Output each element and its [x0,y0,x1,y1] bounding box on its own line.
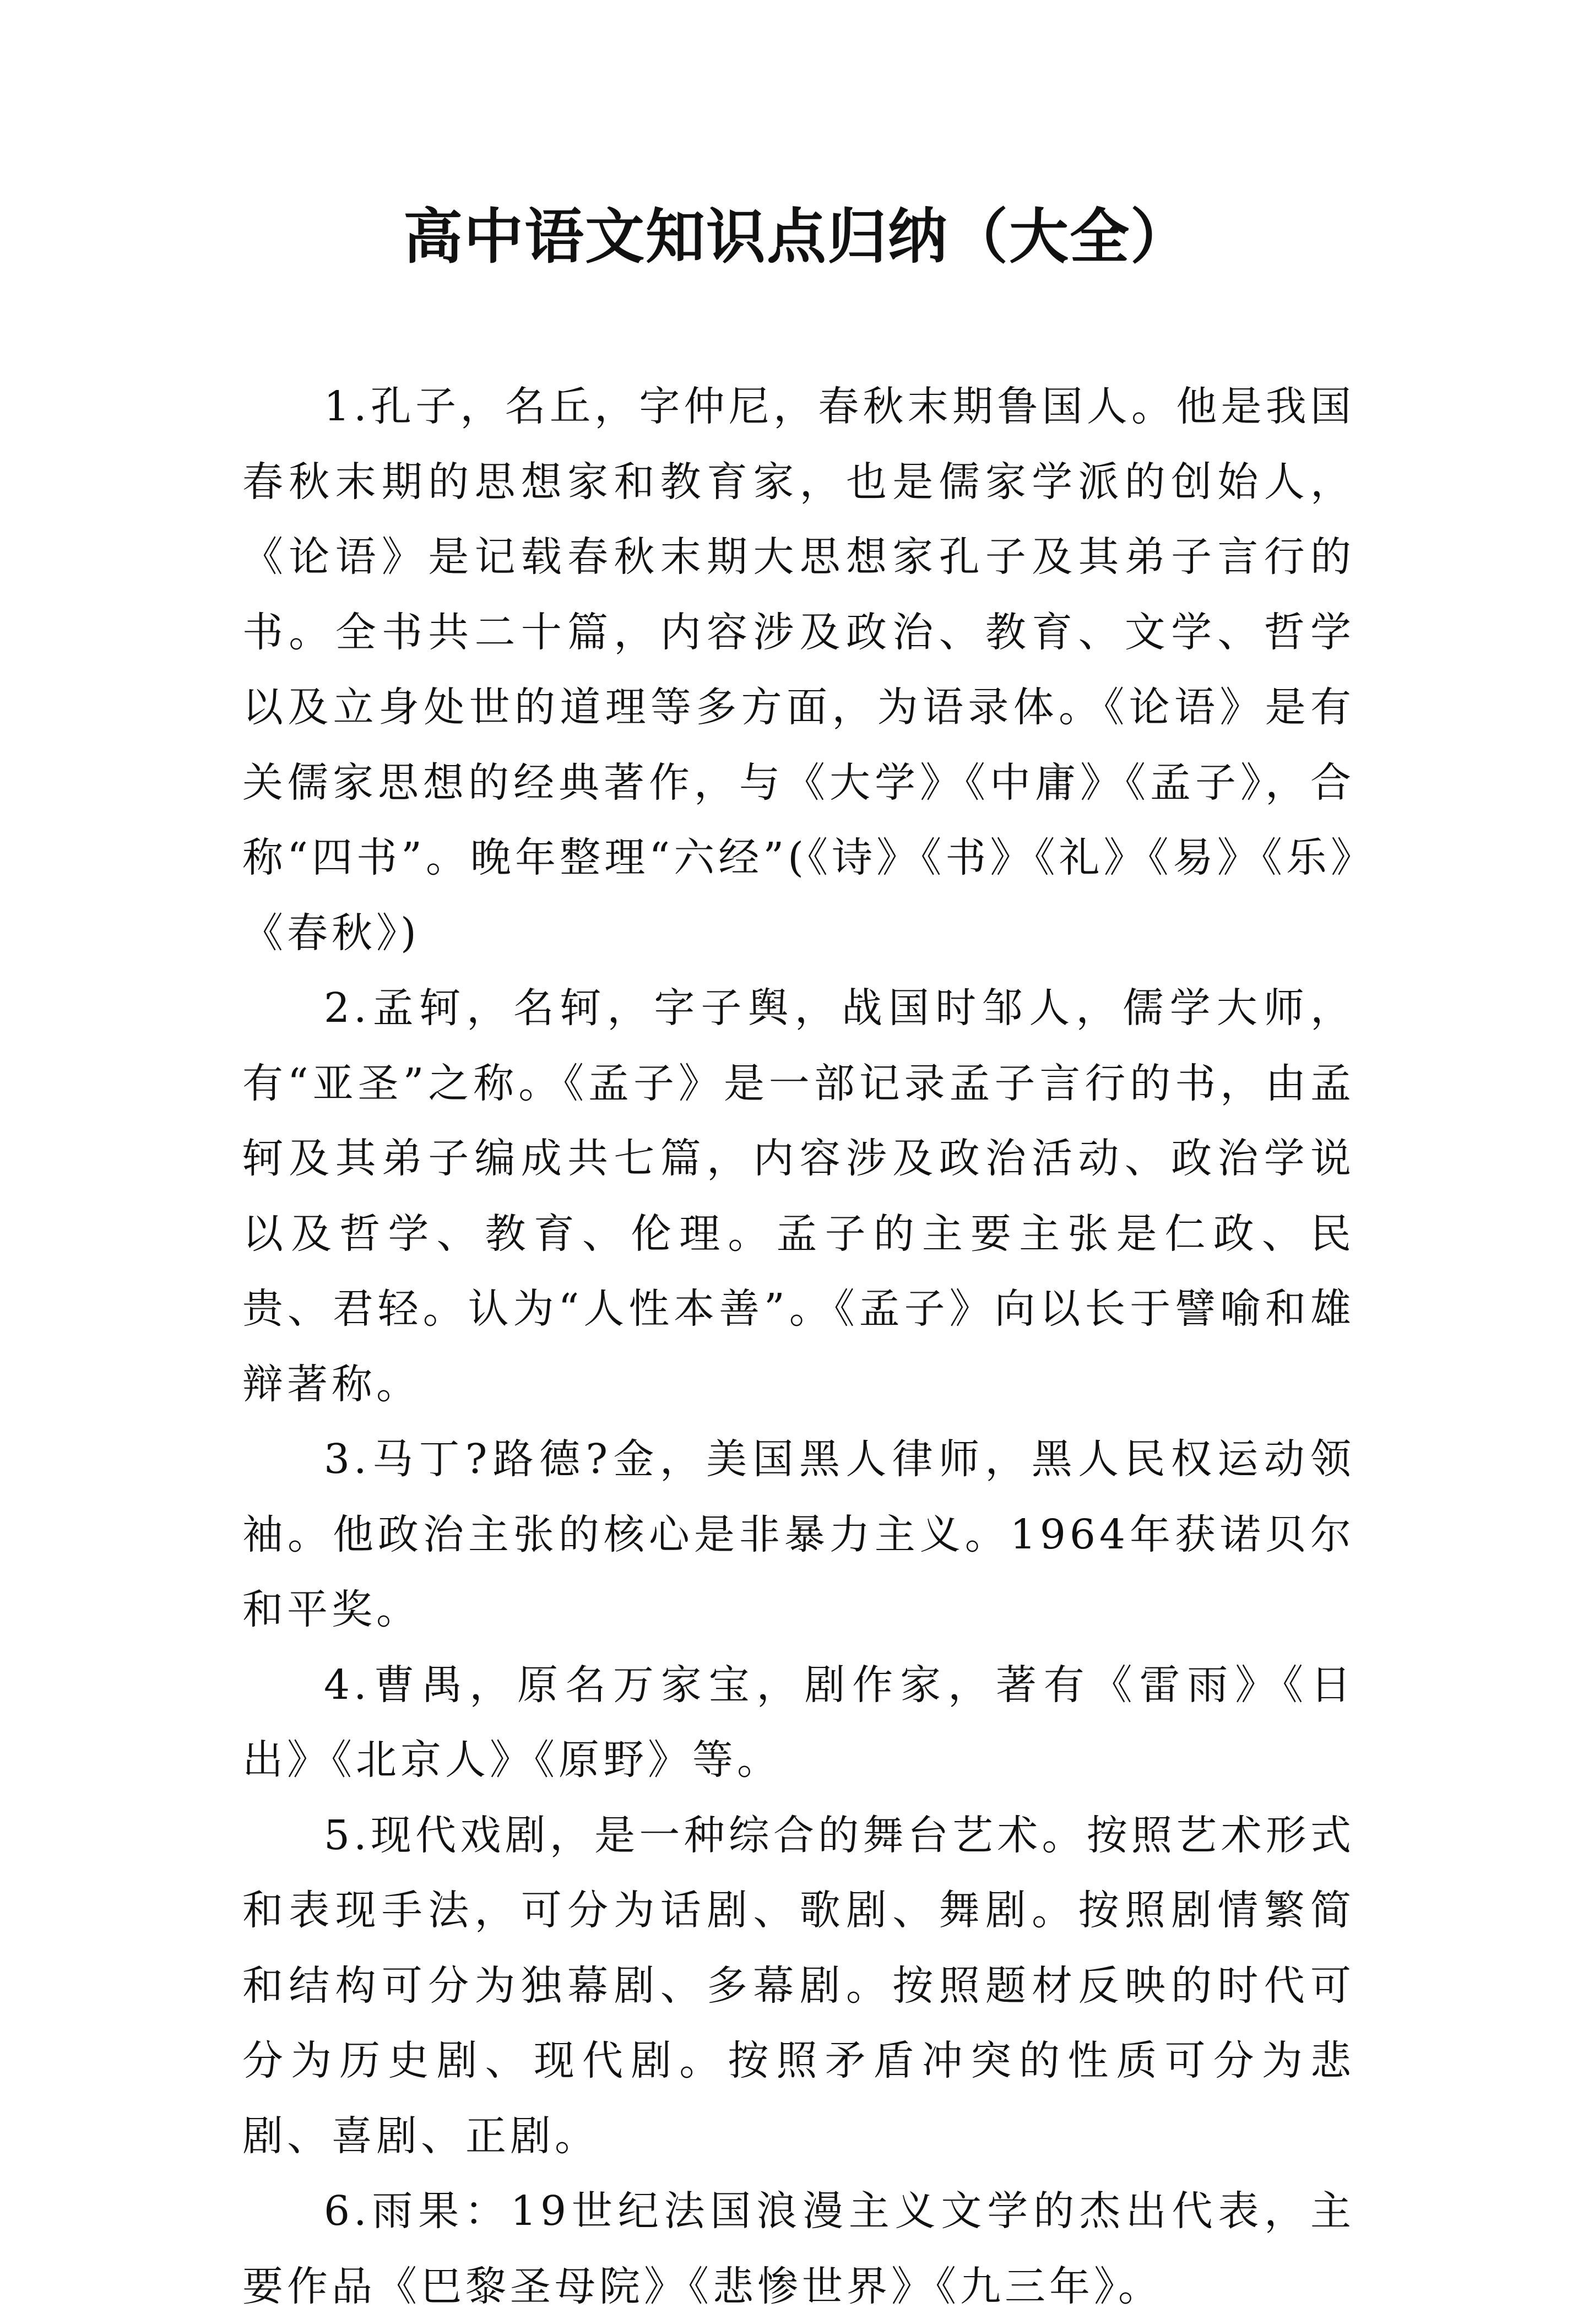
document-body [242,369,1355,2324]
document-title: 高中语文知识点归纳（大全） [403,202,1191,272]
paragraph-mencius: 2.孟轲，名轲，字子舆，战国时邹人，儒学大师，有“亚圣”之称。《孟子》是一部记录孟子言行的书，由孟轲及其弟子编成共七篇，内容涉及政治活动、政治学说以及哲学、教育、伦理。孟子的主要主张是仁政、民贵、君轻。认为“人性本善”。《孟子》向以长于譬喻和雄辩著称。 [242,984,1355,1408]
paragraph-modern-drama: 5.现代戏剧，是一种综合的舞台艺术。按照艺术形式和表现手法，可分为话剧、歌剧、舞剧。按照剧情繁简和结构可分为独幕剧、多幕剧。按照题材反映的时代可分为历史剧、现代剧。按照矛盾冲突的性质可分为悲剧、喜剧、正剧。 [242,1811,1355,2160]
paragraph-mlk: 3.马丁?路德?金，美国黑人律师，黑人民权运动领袖。他政治主张的核心是非暴力主义。1964年获诺贝尔和平奖。 [242,1435,1355,1633]
paragraph-hugo: 6.雨果：19世纪法国浪漫主义文学的杰出代表，主要作品《巴黎圣母院》《悲惨世界》《九三年》。 [242,2187,1355,2310]
paragraph-cao-yu: 4.曹禺，原名万家宝，剧作家，著有《雷雨》《日出》《北京人》《原野》等。 [242,1661,1355,1784]
paragraph-confucius: 1.孔子，名丘，字仲尼，春秋末期鲁国人。他是我国春秋末期的思想家和教育家，也是儒家学派的创始人，《论语》是记载春秋末期大思想家孔子及其弟子言行的书。全书共二十篇，内容涉及政治、教育、文学、哲学以及立身处世的道理等多方面，为语录体。《论语》是有关儒家思想的经典著作，与《大学》《中庸》《孟子》，合称“四书”。晚年整理“六经”(《诗》《书》《礼》《易》《乐》《春秋》) [242,383,1355,957]
